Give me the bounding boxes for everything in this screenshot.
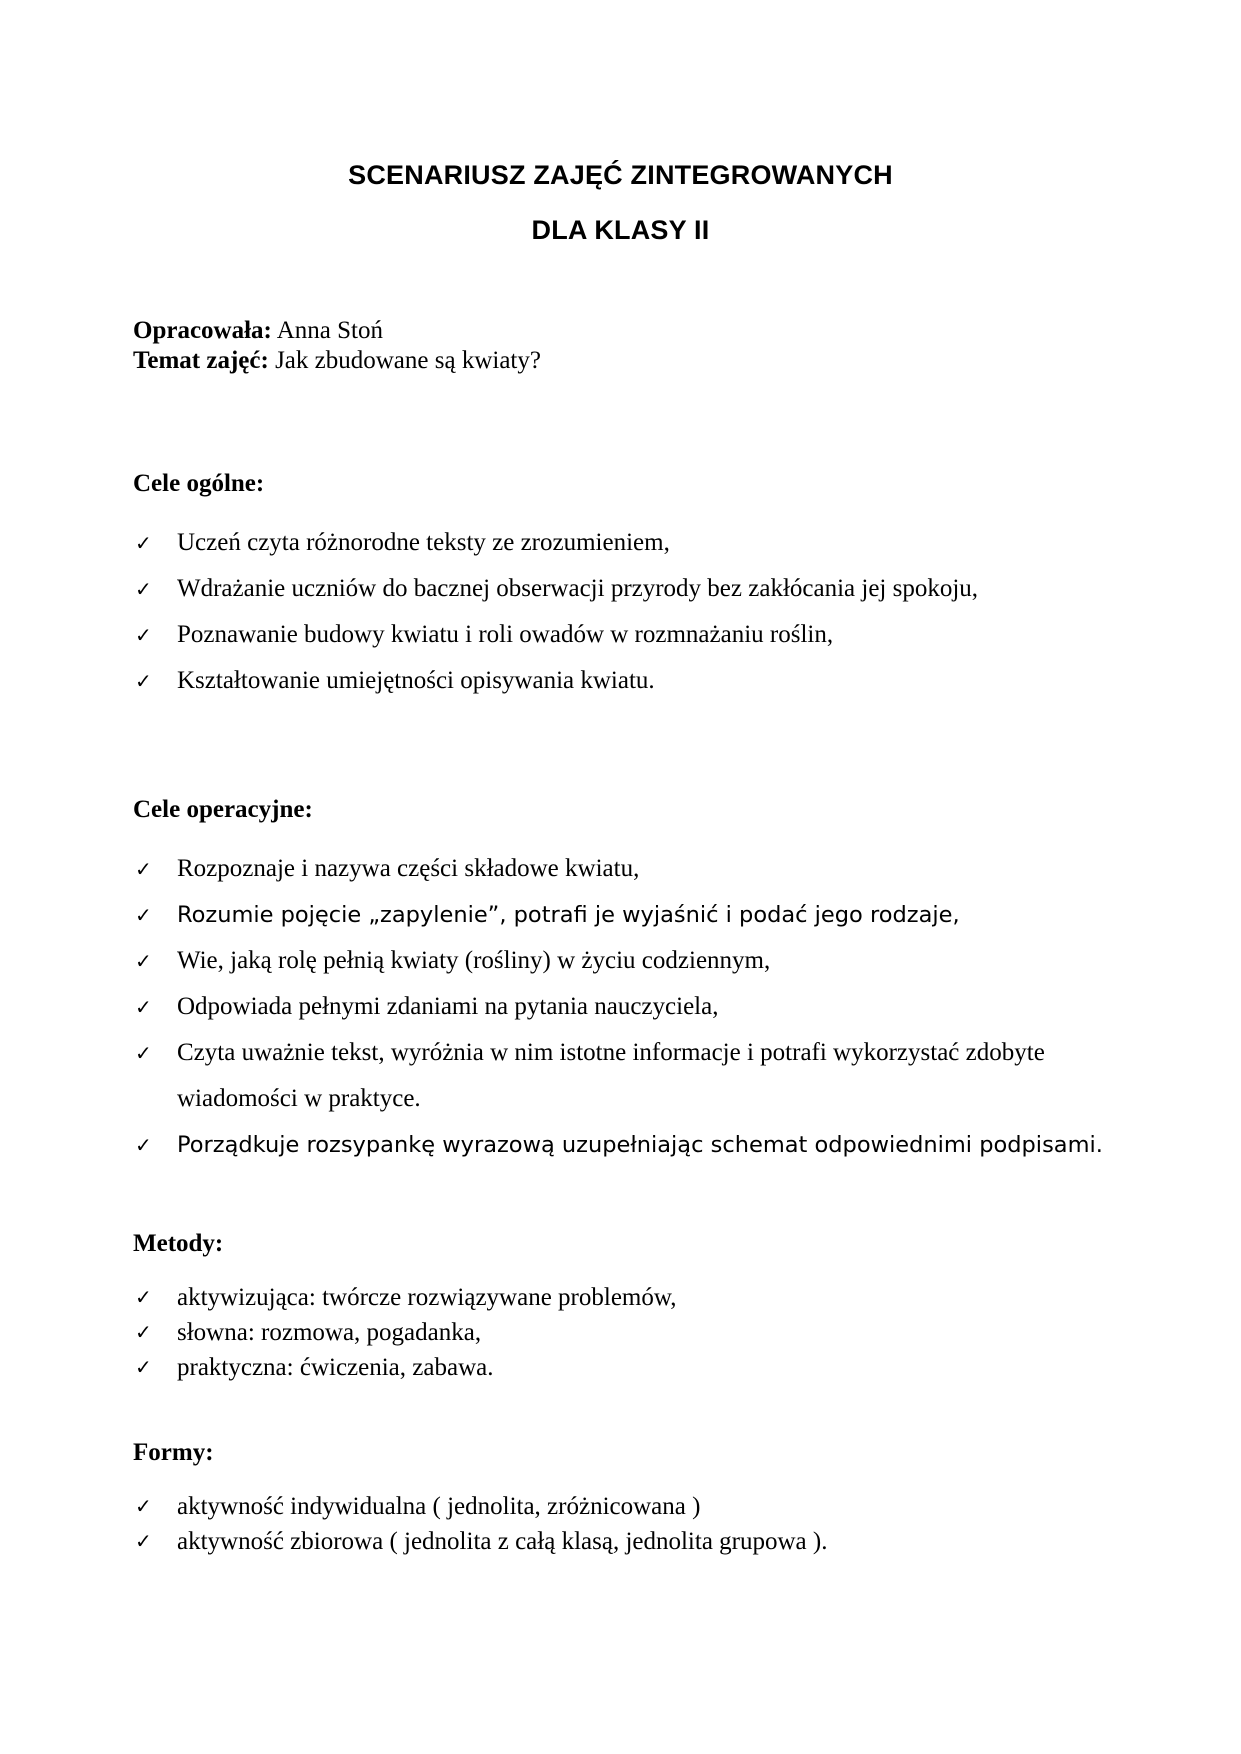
check-icon: ✓ — [135, 531, 152, 555]
check-icon: ✓ — [135, 1529, 152, 1553]
meta-line-topic — [133, 346, 1108, 376]
check-icon: ✓ — [135, 995, 152, 1019]
list-item — [133, 1315, 1108, 1350]
check-icon: ✓ — [135, 1285, 152, 1309]
list-item-label: Kształtowanie umiejętności opisywania kwiatu. — [177, 667, 655, 694]
section-heading-cele-operacyjne: Cele operacyjne: — [133, 796, 313, 823]
list-item — [133, 1489, 1108, 1524]
check-icon: ✓ — [135, 1494, 152, 1518]
check-icon: ✓ — [135, 623, 152, 647]
list-item — [133, 658, 1108, 704]
list-item — [133, 566, 1108, 612]
list-item — [133, 1280, 1108, 1315]
list-formy — [133, 1489, 1108, 1559]
list-metody — [133, 1280, 1108, 1385]
meta-value-topic: Jak zbudowane są kwiaty? — [268, 347, 541, 374]
list-item-label: Uczeń czyta różnorodne teksty ze zrozumieniem, — [177, 529, 670, 556]
check-icon: ✓ — [135, 903, 152, 927]
section-heading-metody: Metody: — [133, 1230, 224, 1257]
page-title-line-2: DLA KLASY II — [531, 215, 710, 245]
meta-label-author: Opracowała: — [133, 317, 272, 344]
list-item-label: praktyczna: ćwiczenia, zabawa. — [177, 1354, 494, 1381]
list-item — [133, 612, 1108, 658]
list-item-label: Rozpoznaje i nazywa części składowe kwiatu, — [177, 855, 640, 882]
list-item — [133, 846, 1108, 892]
meta-line-author — [133, 316, 1108, 346]
document-content — [133, 0, 1108, 1559]
list-item — [133, 1030, 1108, 1122]
list-item — [133, 1122, 1108, 1168]
document-meta-block — [133, 316, 1108, 376]
check-icon: ✓ — [135, 857, 152, 881]
list-item-label: Wie, jaką rolę pełnią kwiaty (rośliny) w życiu codziennym, — [177, 947, 771, 974]
list-item-label: Wdrażanie uczniów do bacznej obserwacji przyrody bez zakłócania jej spokoju, — [177, 575, 979, 602]
check-icon: ✓ — [135, 1355, 152, 1379]
list-item — [133, 938, 1108, 984]
list-item-label: Poznawanie budowy kwiatu i roli owadów w rozmnażaniu roślin, — [177, 621, 834, 648]
list-item-label: aktywizująca: twórcze rozwiązywane problemów, — [177, 1284, 677, 1311]
list-cele-ogolne — [133, 520, 1108, 704]
section-heading-formy: Formy: — [133, 1439, 214, 1466]
list-item — [133, 984, 1108, 1030]
check-icon: ✓ — [135, 577, 152, 601]
list-item-label: Czyta uważnie tekst, wyróżnia w nim istotne informacje i potrafi wykorzystać zdobyte wiadomości w praktyce. — [177, 1039, 1045, 1112]
list-item-label: Odpowiada pełnymi zdaniami na pytania nauczyciela, — [177, 993, 719, 1020]
check-icon: ✓ — [135, 1133, 152, 1157]
list-item-label: aktywność zbiorowa ( jednolita z całą klasą, jednolita grupowa ). — [177, 1528, 828, 1555]
list-item — [133, 520, 1108, 566]
list-item — [133, 1350, 1108, 1385]
check-icon: ✓ — [135, 1041, 152, 1065]
document-title-block — [133, 162, 1108, 244]
page-title-line-1: SCENARIUSZ ZAJĘĆ ZINTEGROWANYCH — [348, 160, 893, 190]
check-icon: ✓ — [135, 949, 152, 973]
check-icon: ✓ — [135, 669, 152, 693]
list-item-label: słowna: rozmowa, pogadanka, — [177, 1319, 482, 1346]
list-item — [133, 1524, 1108, 1559]
meta-label-topic: Temat zajęć: — [133, 347, 269, 374]
list-item-label: Porządkuje rozsypankę wyrazową uzupełniając schemat odpowiednimi podpisami. — [177, 1132, 1103, 1158]
list-item — [133, 892, 1108, 938]
list-item-label: Rozumie pojęcie „zapylenie”, potrafi je wyjaśnić i podać jego rodzaje, — [177, 902, 960, 928]
section-heading-cele-ogolne: Cele ogólne: — [133, 470, 265, 497]
check-icon: ✓ — [135, 1320, 152, 1344]
list-item-label: aktywność indywidualna ( jednolita, zróżnicowana ) — [177, 1493, 701, 1520]
meta-value-author: Anna Stoń — [271, 317, 383, 344]
list-cele-operacyjne — [133, 846, 1108, 1168]
